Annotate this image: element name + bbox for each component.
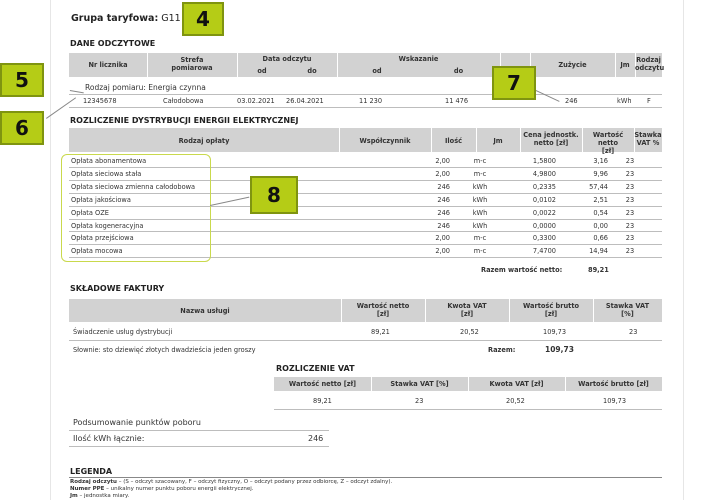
- col-quantity: Ilość: [444, 137, 463, 145]
- col-reading-date: Data odczytu: [262, 55, 312, 63]
- legend-line-3: Jm – jednostka miary.: [70, 493, 130, 499]
- fee-cena: 0,0000: [532, 221, 556, 230]
- fee-name: Opłata kogeneracyjna: [71, 221, 144, 230]
- fee-ilosc: 2,00: [435, 157, 450, 165]
- fee-ilosc: 2,00: [435, 234, 450, 243]
- fee-cena: 0,2335: [532, 182, 556, 191]
- invoice-page: [50, 0, 684, 500]
- legend-title: LEGENDA: [70, 467, 113, 476]
- col-coefficient: Współczynnik: [359, 137, 411, 145]
- col-indication: Wskazanie: [398, 55, 439, 63]
- fee-ilosc: 246: [437, 221, 450, 230]
- col-net: Wartość netto [zł]: [356, 302, 410, 318]
- service-vat: 20,52: [460, 328, 479, 336]
- col-vat-gross: Wartość brutto [zł]: [578, 380, 649, 388]
- fee-vat: 23: [625, 221, 635, 230]
- components-section-title: SKŁADOWE FAKTURY: [70, 284, 165, 293]
- legend-line-1: Rodzaj odczytu – (S – odczyt szacowany, F – odczyt fizyczny, O – odczyt podany przez odbiorcę, Z – odczyt zdalny).: [70, 479, 393, 485]
- service-name: Świadczenie usług dystrybucji: [73, 328, 173, 336]
- fee-ilosc: 2,00: [435, 247, 450, 256]
- fee-ilosc: 246: [437, 208, 450, 217]
- fee-name: Opłata abonamentowa: [71, 157, 147, 165]
- fee-vat: 23: [625, 247, 635, 256]
- date-from-value: 03.02.2021: [237, 97, 275, 105]
- fee-vat: 23: [625, 157, 635, 165]
- col-service-name: Nazwa usługi: [180, 307, 230, 315]
- service-rate: 23: [629, 328, 638, 336]
- vat-rate-value: 23: [415, 397, 424, 405]
- fee-ilosc: 2,00: [435, 169, 450, 178]
- fee-wartosc: 57,44: [589, 182, 608, 191]
- col-zone: Strefa pomiarowa: [171, 56, 213, 72]
- meter-number: 12345678: [83, 97, 117, 105]
- callout-6: 6: [0, 111, 44, 145]
- callout-7: 7: [492, 66, 536, 100]
- fee-vat: 23: [625, 182, 635, 191]
- components-table-header: [69, 299, 662, 322]
- col-vat-net: Wartość netto [zł]: [288, 380, 357, 388]
- vat-gross-value: 109,73: [603, 397, 627, 405]
- summary-title: Podsumowanie punktów poboru: [73, 418, 201, 427]
- fee-wartosc: 9,96: [593, 169, 608, 178]
- fee-wartosc: 0,00: [593, 221, 608, 230]
- col-vat-amount: Kwota VAT [zł]: [447, 302, 487, 318]
- fee-wartosc: 2,51: [593, 195, 608, 204]
- indication-to-value: 11 476: [445, 97, 469, 105]
- col-meter-number: Nr licznika: [88, 61, 128, 69]
- distribution-table-header: [69, 128, 662, 155]
- fee-wartosc: 0,54: [593, 208, 608, 217]
- total-kwh-value: 246: [308, 434, 324, 443]
- service-gross: 109,73: [543, 328, 567, 336]
- unit-value: kWh: [617, 97, 632, 105]
- fee-wartosc: 3,16: [593, 157, 608, 165]
- col-vat-rate: Stawka VAT [%]: [390, 380, 449, 388]
- col-fee-type: Rodzaj opłaty: [178, 137, 230, 145]
- fee-name: Opłata jakościowa: [71, 195, 131, 204]
- callout-4: 4: [182, 2, 224, 36]
- fee-cena: 7,4700: [532, 247, 556, 256]
- fee-vat: 23: [625, 208, 635, 217]
- col-date-to: do: [307, 67, 317, 75]
- amount-in-words: Słownie: sto dziewięć złotych dwadzieścia jeden groszy: [73, 346, 256, 354]
- fee-wartosc: 0,66: [593, 234, 608, 243]
- fee-jm: m-c: [473, 169, 487, 178]
- col-reading-type: Rodzaj odczytu: [635, 56, 665, 72]
- col-vat-rate: Stawka VAT %: [634, 131, 662, 147]
- col-usage: Zużycie: [558, 61, 587, 69]
- legend-line-2: Numer PPE – unikalny numer punktu poboru energii elektrycznej.: [70, 486, 254, 492]
- reading-section-title: DANE ODCZYTOWE: [70, 39, 156, 48]
- tariff-group: [71, 13, 181, 24]
- vat-amount-value: 20,52: [506, 397, 525, 405]
- col-unit-price: Cena jednostk. netto [zł]: [523, 131, 579, 147]
- fee-wartosc: 14,94: [589, 247, 608, 256]
- tariff-group-value: G11: [161, 13, 181, 24]
- vat-table-header: [274, 377, 662, 391]
- service-net: 89,21: [371, 328, 390, 336]
- vat-net-value: 89,21: [313, 397, 332, 405]
- measurement-type: Rodzaj pomiaru: Energia czynna: [85, 83, 206, 92]
- col-vat-rate: Stawka VAT [%]: [605, 302, 650, 318]
- fee-vat: 23: [625, 169, 635, 178]
- total-kwh-label: Ilość kWh łącznie:: [73, 434, 145, 443]
- col-unit: Jm: [620, 61, 630, 69]
- fee-ilosc: 246: [437, 182, 450, 191]
- fee-jm: m-c: [473, 234, 487, 243]
- col-vat-amount: Kwota VAT [zł]: [489, 380, 544, 388]
- reading-type-value: F: [647, 97, 651, 105]
- usage-value: 246: [565, 97, 578, 105]
- col-indication-from: od: [372, 67, 382, 75]
- callout-5: 5: [0, 63, 44, 97]
- fee-cena: 0,3300: [532, 234, 556, 243]
- fee-vat: 23: [625, 195, 635, 204]
- fee-name: Opłata mocowa: [71, 247, 123, 256]
- fee-name: Opłata sieciowa zmienna całodobowa: [71, 182, 196, 191]
- indication-from-value: 11 230: [359, 97, 383, 105]
- col-gross: Wartość brutto [zł]: [522, 302, 580, 318]
- fee-name: Opłata OZE: [71, 208, 109, 217]
- fee-jm: kWh: [472, 208, 488, 217]
- fee-name: Opłata sieciowa stała: [71, 169, 142, 178]
- fee-name: Opłata przejściowa: [71, 234, 134, 243]
- fee-jm: kWh: [472, 182, 488, 191]
- fee-jm: kWh: [472, 221, 488, 230]
- fee-ilosc: 246: [437, 195, 450, 204]
- reading-table-header: [69, 53, 665, 77]
- fee-cena: 1,5800: [532, 157, 556, 165]
- fee-cena: 0,0022: [532, 208, 556, 217]
- col-net-value: Wartość netto [zł]: [592, 131, 624, 155]
- gross-total-label: Razem:: [488, 346, 516, 354]
- fee-cena: 4,9800: [532, 169, 556, 178]
- gross-total-value: 109,73: [545, 345, 574, 354]
- vat-section-title: ROZLICZENIE VAT: [276, 364, 355, 373]
- fee-cena: 0,0102: [532, 195, 556, 204]
- date-to-value: 26.04.2021: [286, 97, 324, 105]
- col-date-from: od: [257, 67, 267, 75]
- fee-names-highlight: [61, 154, 211, 262]
- fee-jm: m-c: [473, 247, 487, 256]
- col-indication-to: do: [453, 67, 464, 75]
- callout-8: 8: [250, 176, 298, 214]
- fee-jm: kWh: [472, 195, 488, 204]
- zone-value: Całodobowa: [163, 97, 204, 105]
- col-unit: Jm: [493, 137, 503, 145]
- net-total-value: 89,21: [588, 266, 609, 274]
- tariff-group-label: Grupa taryfowa:: [71, 13, 159, 24]
- fee-vat: 23: [625, 234, 635, 243]
- fee-jm: m-c: [473, 157, 487, 165]
- distribution-section-title: ROZLICZENIE DYSTRYBUCJI ENERGII ELEKTRYCZNEJ: [70, 116, 299, 125]
- net-total-label: Razem wartość netto:: [481, 266, 563, 274]
